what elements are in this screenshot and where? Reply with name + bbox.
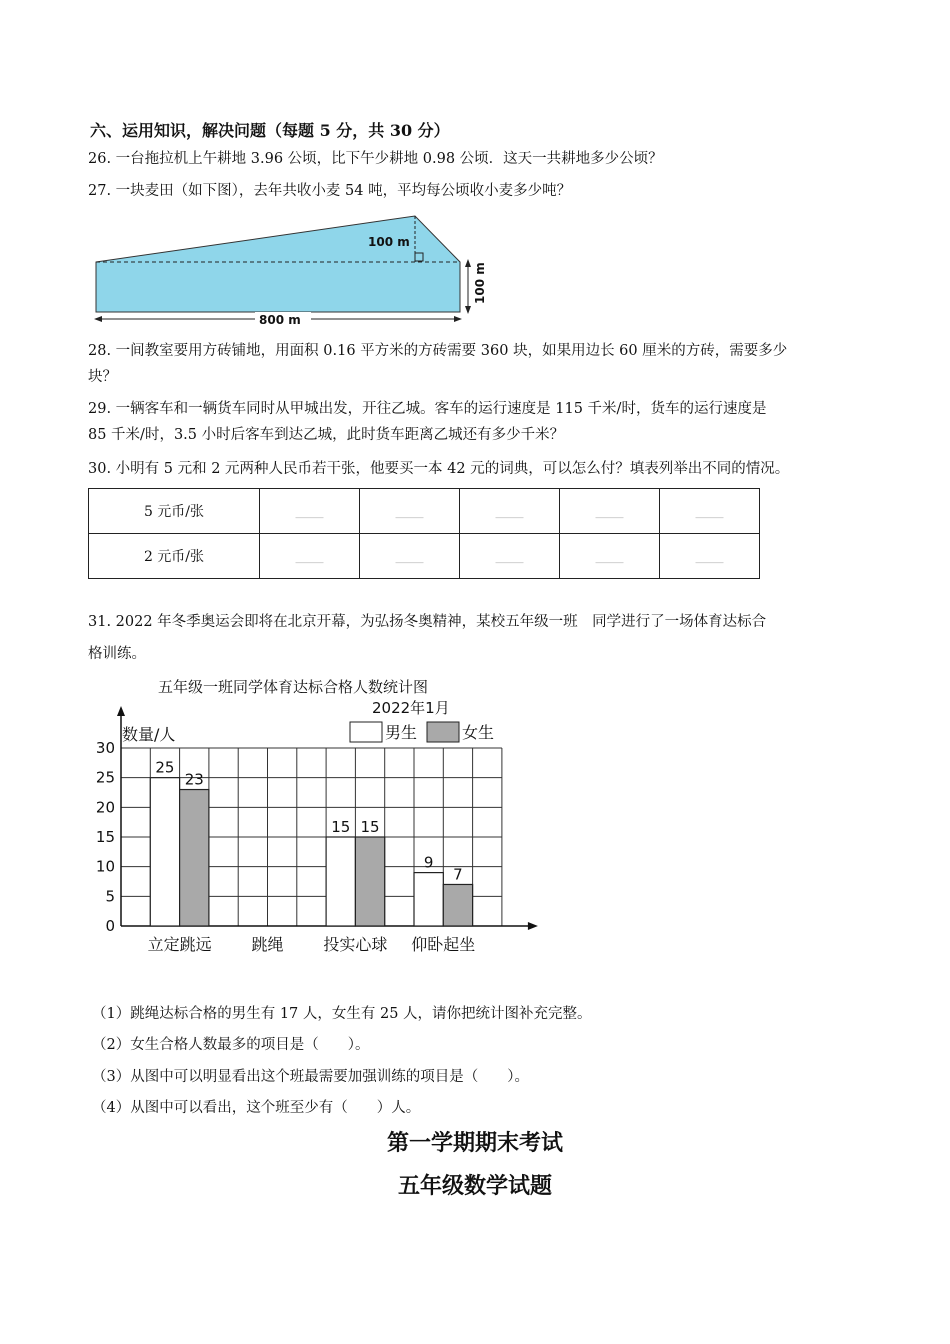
bar-boys (326, 837, 355, 926)
question-27: 27. 一块麦田（如下图），去年共收小麦 54 吨，平均每公顷收小麦多少吨？ (88, 183, 572, 199)
legend-label-boys: 男生 (385, 723, 418, 742)
bar-value-label: 15 (360, 818, 380, 836)
y-tick-label: 25 (95, 768, 115, 787)
y-tick-label: 20 (95, 798, 115, 817)
x-axis-arrow (528, 922, 538, 930)
bar-value-label: 7 (453, 865, 463, 884)
y-axis-label: 数量/人 (122, 725, 176, 744)
answer-cell[interactable]: ____ (460, 534, 560, 579)
bar-girls (355, 837, 384, 926)
field-shape (96, 216, 460, 312)
bar-value-label: 23 (184, 770, 204, 789)
answer-cell[interactable]: ____ (560, 489, 660, 534)
bar-value-label: 15 (331, 818, 351, 836)
question-29-line2: 85 千米/时，3.5 小时后客车到达乙城，此时货车距离乙城还有多少千米？ (88, 427, 565, 443)
bar-value-label: 9 (423, 853, 434, 872)
answer-cell[interactable]: ____ (460, 489, 560, 534)
row-label-2yuan: 2 元币/张 (89, 534, 260, 579)
legend-swatch-girls (427, 722, 459, 742)
answer-cell[interactable]: ____ (360, 489, 460, 534)
question-30: 30. 小明有 5 元和 2 元两种人民币若干张，他要买一本 42 元的词典，可以怎么付？填表列举出不同的情况。 (88, 461, 790, 477)
question-29-line1: 29. 一辆客车和一辆货车同时从甲城出发，开往乙城。客车的运行速度是 115 千米/时，货车的运行速度是 (88, 401, 767, 417)
field-length-label: 800 m (259, 313, 301, 327)
x-category-label: 仰卧起坐 (411, 935, 476, 954)
bar-boys (414, 873, 443, 926)
x-category-label: 立定跳远 (147, 935, 212, 954)
bar-girls (443, 884, 472, 926)
y-tick-label: 30 (95, 739, 115, 757)
table-row (89, 534, 760, 579)
question-26: 26. 一台拖拉机上午耕地 3.96 公顷，比下午少耕地 0.98 公顷．这天一共耕地多少公顷？ (88, 151, 663, 167)
question-31 (88, 606, 868, 670)
y-tick-label: 5 (105, 887, 115, 906)
bar-value-label: 25 (155, 758, 175, 777)
legend-label-girls: 女生 (462, 723, 495, 742)
y-tick-label: 15 (95, 828, 115, 846)
x-category-label: 跳绳 (251, 935, 284, 954)
sub-question-1: （1）跳绳达标合格的男生有 17 人，女生有 25 人，请你把统计图补充完整。 (92, 1006, 592, 1022)
answer-cell[interactable]: ____ (660, 489, 760, 534)
bar-boys (150, 778, 179, 926)
chart-title: 五年级一班同学体育达标合格人数统计图 (158, 678, 429, 696)
answer-cell[interactable]: ____ (560, 534, 660, 579)
chart-subtitle: 2022年1月 (372, 699, 450, 717)
table-row (89, 489, 760, 534)
x-category-label: 投实心球 (323, 935, 388, 954)
field-right-height-label: 100 m (473, 262, 487, 304)
y-tick-label: 0 (105, 917, 115, 935)
answer-cell[interactable]: ____ (260, 534, 360, 579)
sub-question-4: （4）从图中可以看出，这个班至少有（ ）人。 (92, 1100, 421, 1116)
answer-cell[interactable]: ____ (260, 489, 360, 534)
answer-cell[interactable]: ____ (660, 534, 760, 579)
row-label-5yuan: 5 元币/张 (89, 489, 260, 534)
question-31-line2: 格训练。 (88, 646, 146, 662)
legend-swatch-boys (350, 722, 382, 742)
exam-subheading: 五年级数学试题 (397, 1173, 552, 1199)
field-inner-height-label: 100 m (368, 235, 410, 249)
payment-table (88, 488, 760, 579)
bar-girls (180, 790, 209, 926)
question-28-line2: 块？ (88, 369, 117, 385)
question-29 (88, 396, 868, 448)
y-tick-label: 10 (95, 857, 115, 876)
question-31-line1: 31. 2022 年冬季奥运会即将在北京开幕，为弘扬冬奥精神，某校五年级一班 同学进行了一场体育达标合 (88, 614, 767, 630)
sub-question-3: （3）从图中可以明显看出这个班最需要加强训练的项目是（ ）。 (92, 1069, 529, 1085)
sub-question-2: （2）女生合格人数最多的项目是（ ）。 (92, 1037, 370, 1053)
bar-chart (90, 672, 540, 962)
y-axis-arrow (117, 706, 125, 716)
field-figure (90, 212, 500, 330)
exam-heading: 第一学期期末考试 (386, 1130, 563, 1156)
section-title: 六、运用知识，解决问题（每题 5 分，共 30 分） (90, 121, 450, 140)
answer-cell[interactable]: ____ (360, 534, 460, 579)
question-28 (88, 338, 868, 390)
question-28-line1: 28. 一间教室要用方砖铺地，用面积 0.16 平方米的方砖需要 360 块，如果用边长 60 厘米的方砖，需要多少 (88, 343, 788, 359)
